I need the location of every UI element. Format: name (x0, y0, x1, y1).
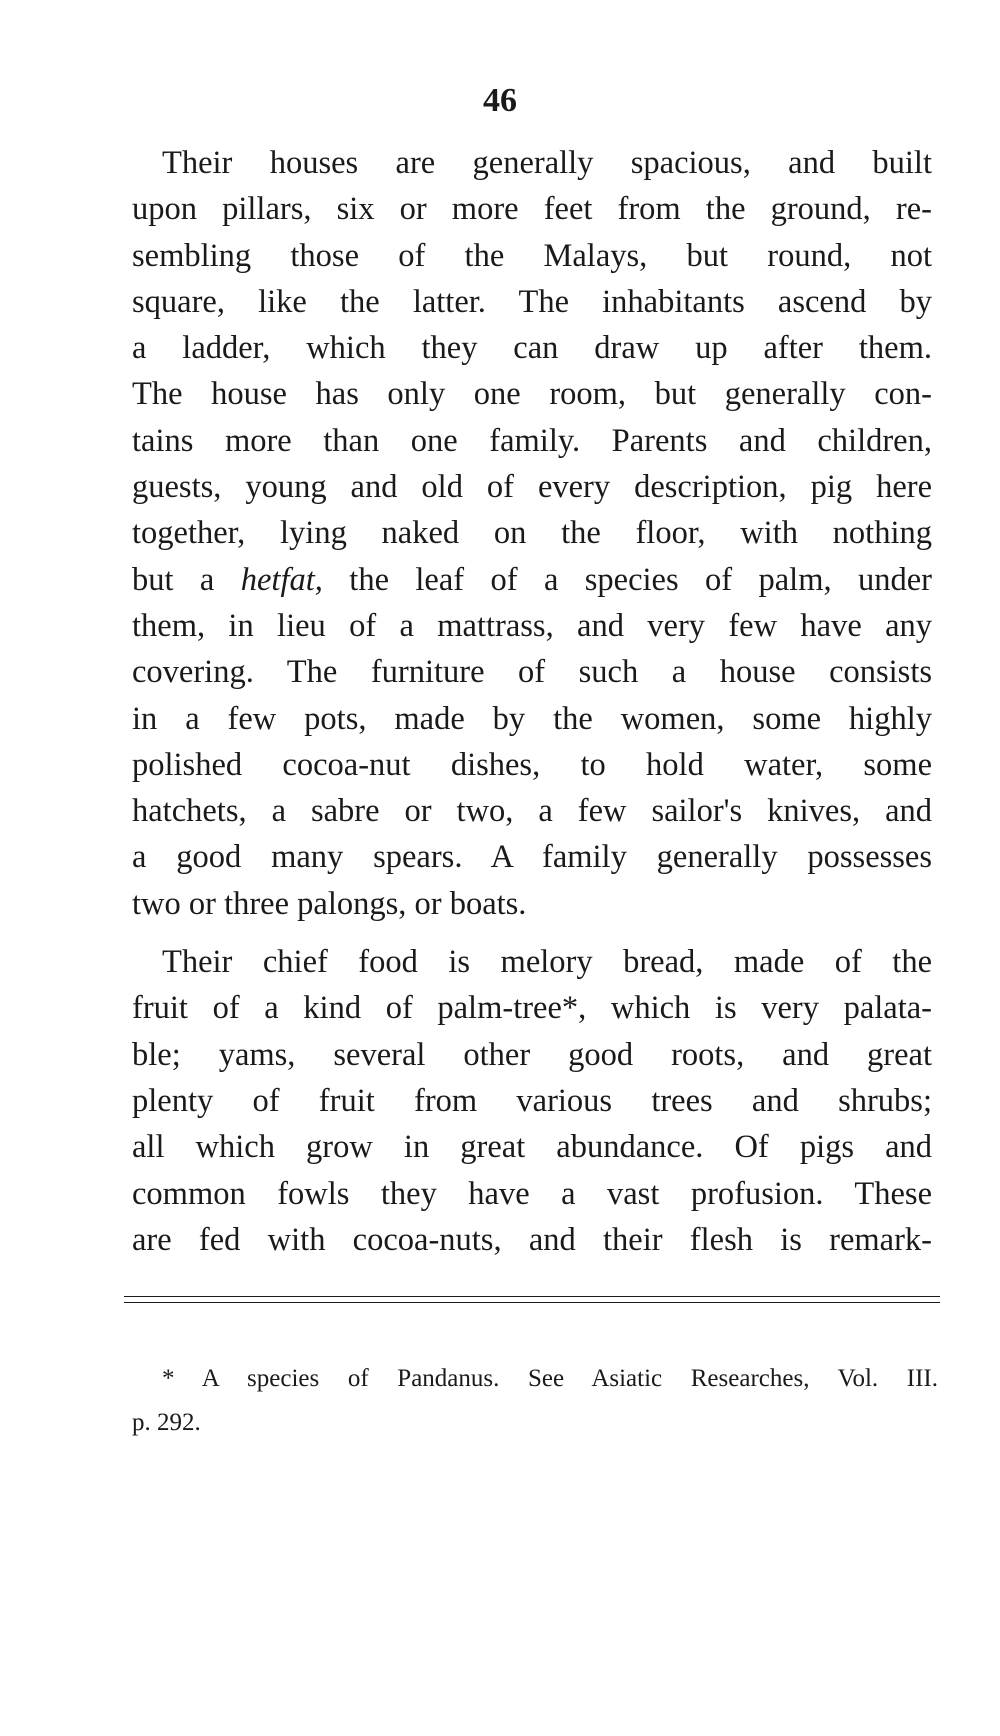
text-line: together, lying naked on the floor, with nothing (132, 515, 932, 552)
text-line: all which grow in great abundance. Of pigs and (132, 1129, 932, 1166)
footnote-line: p. 292. (132, 1409, 201, 1436)
text-line: square, like the latter. The inhabitants ascend by (132, 283, 932, 320)
text-line: upon pillars, six or more feet from the ground, re- (132, 191, 932, 228)
text-line: covering. The furniture of such a house consists (132, 654, 932, 691)
text-line: tains more than one family. Parents and children, (132, 422, 932, 459)
text-line: The house has only one room, but generally con- (132, 376, 932, 413)
footnote-divider (124, 1296, 940, 1297)
text-line: plenty of fruit from various trees and shrubs; (132, 1082, 932, 1119)
text-line: sembling those of the Malays, but round, not (132, 237, 932, 274)
text-line: a ladder, which they can draw up after them. (132, 330, 932, 367)
text-line: them, in lieu of a mattrass, and very few have any (132, 607, 932, 644)
paragraph (132, 140, 932, 927)
line-segment: but a (132, 561, 241, 598)
text-line: a good many spears. A family generally possesses (132, 839, 932, 876)
paragraph (132, 939, 932, 1263)
footnote (132, 1357, 938, 1445)
text-line: are fed with cocoa-nuts, and their flesh is remark- (132, 1221, 932, 1258)
footnote-line: * A species of Pandanus. See Asiatic Researches, Vol. III. (162, 1365, 938, 1392)
text-line-with-emphasis (132, 557, 932, 603)
text-line: ble; yams, several other good roots, and great (132, 1036, 932, 1073)
text-line: in a few pots, made by the women, some highly (132, 700, 932, 737)
text-line: two or three palongs, or boats. (132, 885, 527, 922)
text-line: fruit of a kind of palm-tree*, which is very palata- (132, 990, 932, 1027)
body-text (132, 140, 932, 1263)
emphasized-word: hetfat, (240, 561, 323, 598)
footnote-divider (124, 1302, 940, 1303)
page-number: 46 (483, 82, 517, 119)
text-line: polished cocoa-nut dishes, to hold water, some (132, 746, 932, 783)
text-line: Their houses are generally spacious, and built (162, 145, 932, 181)
text-line: common fowls they have a vast profusion. These (132, 1175, 932, 1212)
text-line: guests, young and old of every description, pig here (132, 469, 932, 506)
text-line: Their chief food is melory bread, made of the (162, 944, 932, 981)
text-line: hatchets, a sabre or two, a few sailor's knives, and (132, 793, 932, 830)
line-segment: the leaf of a species of palm, under (322, 561, 932, 598)
